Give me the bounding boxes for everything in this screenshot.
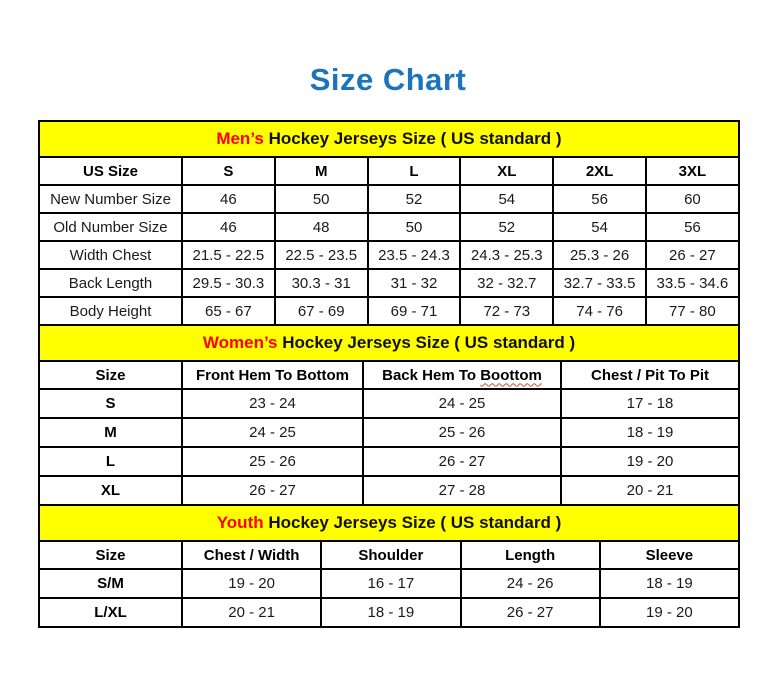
col-header: S	[182, 157, 275, 185]
cell: 25 - 26	[363, 418, 561, 447]
table-row	[39, 569, 739, 598]
row-label: XL	[39, 476, 182, 505]
cell: 25 - 26	[182, 447, 363, 476]
womens-size-table	[38, 324, 740, 506]
col-header: XL	[460, 157, 553, 185]
row-label: S	[39, 389, 182, 418]
cell: 46	[182, 185, 275, 213]
row-label: L/XL	[39, 598, 182, 627]
cell: 19 - 20	[182, 569, 321, 598]
cell: 48	[275, 213, 368, 241]
cell: 16 - 17	[321, 569, 460, 598]
col-header: L	[368, 157, 461, 185]
cell: 18 - 19	[321, 598, 460, 627]
cell: 23.5 - 24.3	[368, 241, 461, 269]
cell: 19 - 20	[600, 598, 739, 627]
col-header: Chest / Pit To Pit	[561, 361, 739, 389]
page-title: Size Chart	[309, 62, 467, 97]
col-header: Chest / Width	[182, 541, 321, 569]
cell: 56	[646, 213, 739, 241]
table-row	[39, 241, 739, 269]
col-header: M	[275, 157, 368, 185]
cell: 60	[646, 185, 739, 213]
mens-section-band	[39, 121, 739, 157]
col-header: US Size	[39, 157, 182, 185]
col-header: Size	[39, 361, 182, 389]
youth-section-band	[39, 505, 739, 541]
womens-band-text: Hockey Jerseys Size ( US standard )	[282, 333, 576, 352]
cell: 29.5 - 30.3	[182, 269, 275, 297]
cell: 50	[368, 213, 461, 241]
row-label: Back Length	[39, 269, 182, 297]
mens-section-title	[39, 121, 739, 157]
cell: 56	[553, 185, 646, 213]
col-header: Front Hem To Bottom	[182, 361, 363, 389]
col-header: Length	[461, 541, 600, 569]
mens-band-text: Hockey Jerseys Size ( US standard )	[268, 129, 562, 148]
cell: 24 - 26	[461, 569, 600, 598]
youth-size-table	[38, 504, 740, 628]
row-label: Width Chest	[39, 241, 182, 269]
cell: 77 - 80	[646, 297, 739, 325]
table-row	[39, 389, 739, 418]
cell: 26 - 27	[182, 476, 363, 505]
col-header: Size	[39, 541, 182, 569]
col-header-text: Back Hem To	[382, 366, 477, 384]
cell: 26 - 27	[461, 598, 600, 627]
row-label: S/M	[39, 569, 182, 598]
cell: 18 - 19	[600, 569, 739, 598]
cell: 52	[460, 213, 553, 241]
mens-size-table	[38, 120, 740, 326]
row-label: New Number Size	[39, 185, 182, 213]
youth-band-text: Hockey Jerseys Size ( US standard )	[268, 513, 562, 532]
womens-accent-word: Women’s	[202, 333, 278, 352]
cell: 19 - 20	[561, 447, 739, 476]
cell: 21.5 - 22.5	[182, 241, 275, 269]
table-row	[39, 269, 739, 297]
col-header: Sleeve	[600, 541, 739, 569]
cell: 69 - 71	[368, 297, 461, 325]
cell: 67 - 69	[275, 297, 368, 325]
cell: 54	[460, 185, 553, 213]
youth-section-title	[39, 505, 739, 541]
cell: 20 - 21	[561, 476, 739, 505]
cell: 24 - 25	[182, 418, 363, 447]
womens-header-row	[39, 361, 739, 389]
cell: 74 - 76	[553, 297, 646, 325]
cell: 26 - 27	[646, 241, 739, 269]
cell: 27 - 28	[363, 476, 561, 505]
table-row	[39, 297, 739, 325]
col-header: 2XL	[553, 157, 646, 185]
youth-accent-word: Youth	[216, 513, 264, 532]
mens-header-row	[39, 157, 739, 185]
table-row	[39, 447, 739, 476]
cell: 20 - 21	[182, 598, 321, 627]
cell: 22.5 - 23.5	[275, 241, 368, 269]
cell: 50	[275, 185, 368, 213]
row-label: Old Number Size	[39, 213, 182, 241]
table-row	[39, 418, 739, 447]
cell: 52	[368, 185, 461, 213]
cell: 32.7 - 33.5	[553, 269, 646, 297]
row-label: Body Height	[39, 297, 182, 325]
youth-header-row	[39, 541, 739, 569]
cell: 31 - 32	[368, 269, 461, 297]
cell: 65 - 67	[182, 297, 275, 325]
cell: 32 - 32.7	[460, 269, 553, 297]
cell: 72 - 73	[460, 297, 553, 325]
table-row	[39, 598, 739, 627]
table-row	[39, 185, 739, 213]
cell: 24.3 - 25.3	[460, 241, 553, 269]
cell: 17 - 18	[561, 389, 739, 418]
cell: 26 - 27	[363, 447, 561, 476]
table-row	[39, 213, 739, 241]
cell: 24 - 25	[363, 389, 561, 418]
row-label: M	[39, 418, 182, 447]
cell: 30.3 - 31	[275, 269, 368, 297]
misspelled-word: Boottom	[480, 366, 542, 384]
table-row	[39, 476, 739, 505]
cell: 33.5 - 34.6	[646, 269, 739, 297]
cell: 46	[182, 213, 275, 241]
col-header: 3XL	[646, 157, 739, 185]
size-chart	[38, 120, 738, 628]
row-label: L	[39, 447, 182, 476]
cell: 18 - 19	[561, 418, 739, 447]
womens-section-band	[39, 325, 739, 361]
womens-section-title	[39, 325, 739, 361]
col-header: Shoulder	[321, 541, 460, 569]
mens-accent-word: Men’s	[216, 129, 264, 148]
cell: 23 - 24	[182, 389, 363, 418]
col-header	[363, 361, 561, 389]
cell: 54	[553, 213, 646, 241]
cell: 25.3 - 26	[553, 241, 646, 269]
